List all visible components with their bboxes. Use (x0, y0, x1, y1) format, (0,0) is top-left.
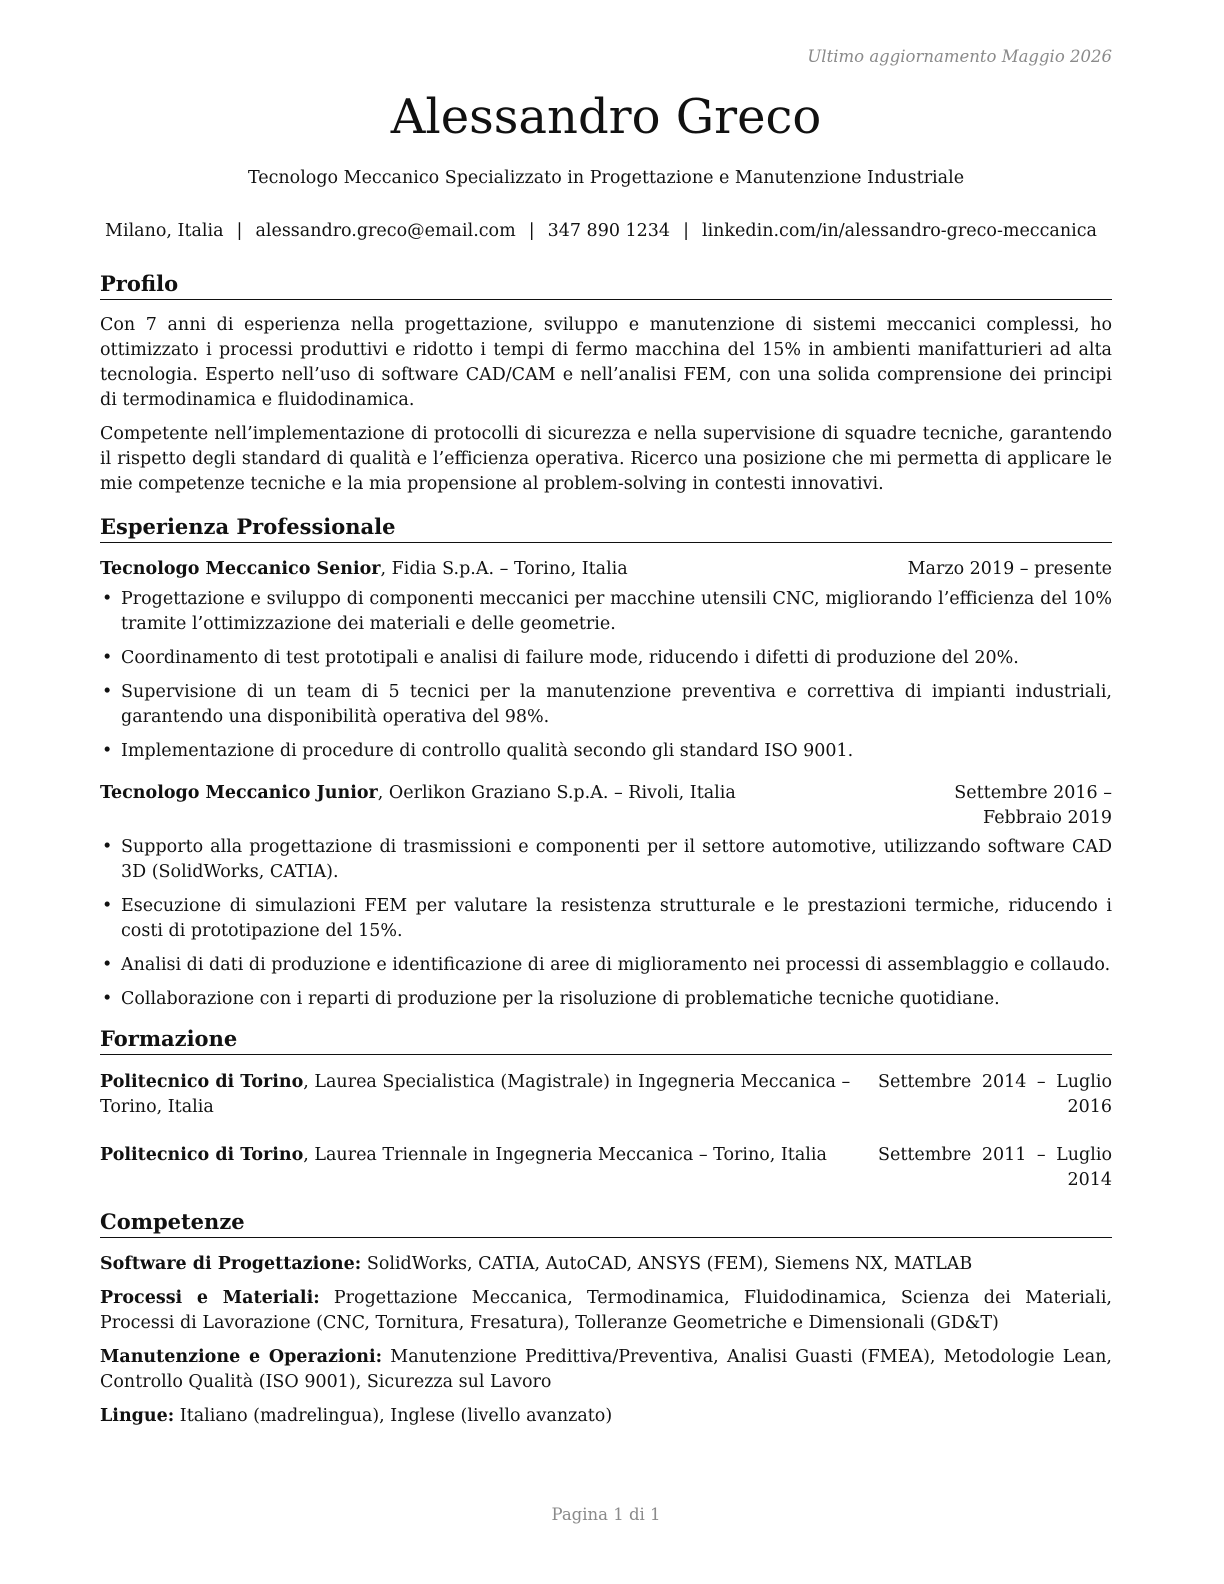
skill-label: Software di Progettazione: (100, 1254, 362, 1274)
education-title-line (100, 1143, 878, 1193)
education-degree: , Laurea Specialistica (Magistrale) in Ingegneria Meccanica – Torino, Italia (100, 1072, 851, 1117)
education-dates: Settembre 2014 – Luglio 2016 (878, 1072, 1112, 1117)
education-degree: , Laurea Triennale in Ingegneria Meccanica – Torino, Italia (303, 1145, 827, 1165)
profile-paragraph: Competente nell’implementazione di protocolli di sicurezza e nella supervisione di squadre tecniche, garantendo il rispetto degli standard di qualità e l’efficienza operativa. Ricerco una posizione che mi permetta di applicare le mie competenze tecniche e la mia propensione al problem-solving in contesti innovativi. (100, 424, 1112, 494)
contact-location: Milano, Italia (105, 221, 224, 241)
skill-value: Italiano (madrelingua), Inglese (livello avanzato) (174, 1406, 613, 1426)
skill-value: SolidWorks, CATIA, AutoCAD, ANSYS (FEM), Siemens NX, MATLAB (361, 1254, 973, 1274)
skill-line (100, 1252, 1112, 1277)
education-section (100, 1025, 1112, 1193)
profile-paragraph: Con 7 anni di esperienza nella progettazione, sviluppo e manutenzione di sistemi meccanici complessi, ho ottimizzato i processi produttivi e ridotto i tempi di fermo macchina del 15% in ambienti manifatturieri ad alta tecnologia. Esperto nell’uso di software CAD/CAM e nell’analisi FEM, con una solida comprensione dei principi di termodinamica e fluidodinamica. (100, 315, 1112, 410)
list-item: • Implementazione di procedure di controllo qualità secondo gli standard ISO 9001. (100, 739, 1112, 764)
skills-section (100, 1208, 1112, 1438)
contact-separator: | (683, 221, 689, 241)
skill-value: Manutenzione Predittiva/Preventiva, Analisi Guasti (FMEA), Metodologie Lean, Controllo Qualità (ISO 9001), Sicurezza sul Lavoro (100, 1347, 1112, 1392)
experience-section (100, 513, 1112, 1021)
job-header (100, 557, 1112, 582)
job-company: , Oerlikon Graziano S.p.A. – Rivoli, Italia (377, 783, 736, 803)
job-title-line (100, 557, 908, 582)
candidate-name: Alessandro Greco (390, 89, 822, 145)
contact-linkedin[interactable]: linkedin.com/in/alessandro-greco-meccanica (701, 221, 1097, 241)
section-title: Profilo (100, 270, 1112, 300)
job-role: Tecnologo Meccanico Junior (100, 783, 378, 803)
list-item: • Progettazione e sviluppo di componenti meccanici per macchine utensili CNC, migliorando l’efficienza del 10% tramite l’ottimizzazione dei materiali e delle geometrie. (100, 587, 1112, 637)
list-item: • Esecuzione di simulazioni FEM per valutare la resistenza strutturale e le prestazioni termiche, riducendo i costi di prototipazione del 15%. (100, 894, 1112, 944)
list-item: • Analisi di dati di produzione e identificazione di aree di miglioramento nei processi di assemblaggio e collaudo. (100, 953, 1112, 978)
list-item: • Collaborazione con i reparti di produzione per la risoluzione di problematiche tecniche quotidiane. (100, 987, 1112, 1012)
skill-value: Progettazione Meccanica, Termodinamica, Fluidodinamica, Scienza dei Materiali, Processi di Lavorazione (CNC, Tornitura, Fresatura), Tolleranze Geometriche e Dimensionali (GD&T) (100, 1288, 1112, 1333)
education-school: Politecnico di Torino (100, 1145, 304, 1165)
education-school: Politecnico di Torino (100, 1072, 304, 1092)
contact-line (90, 219, 1112, 244)
list-item: • Supporto alla progettazione di trasmissioni e componenti per il settore automotive, utilizzando software CAD 3D (SolidWorks, CATIA). (100, 835, 1112, 885)
section-title: Esperienza Professionale (100, 513, 1112, 543)
list-item: • Coordinamento di test prototipali e analisi di failure mode, riducendo i difetti di produzione del 20%. (100, 646, 1112, 671)
job-dates: Settembre 2016 – Febbraio 2019 (954, 783, 1112, 828)
profile-section (100, 270, 1112, 497)
education-entry (100, 1143, 1112, 1193)
contact-separator: | (528, 221, 535, 241)
skill-label: Lingue: (100, 1406, 175, 1426)
job-dates: Marzo 2019 – presente (907, 559, 1112, 579)
job-entry (100, 557, 1112, 764)
page-number: Pagina 1 di 1 (551, 1505, 661, 1524)
job-title-line (100, 781, 872, 831)
skill-line (100, 1345, 1112, 1395)
contact-phone: 347 890 1234 (547, 221, 671, 241)
contact-email[interactable]: alessandro.greco@email.com (255, 221, 516, 241)
section-title: Formazione (100, 1025, 1112, 1055)
job-bullets (100, 587, 1112, 764)
education-entry (100, 1070, 1112, 1120)
skill-line (100, 1286, 1112, 1336)
resume-page (100, 0, 1112, 1584)
last-updated: Ultimo aggiornamento Maggio 2026 (807, 47, 1112, 66)
skill-label: Processi e Materiali: (100, 1288, 320, 1308)
section-title: Competenze (100, 1208, 1112, 1238)
job-bullets (100, 835, 1112, 1012)
skill-line (100, 1404, 1112, 1429)
job-role: Tecnologo Meccanico Senior (100, 559, 381, 579)
contact-separator: | (236, 221, 243, 241)
job-header (100, 781, 1112, 831)
job-company: , Fidia S.p.A. – Torino, Italia (380, 559, 628, 579)
education-title-line (100, 1070, 878, 1120)
skill-label: Manutenzione e Operazioni: (100, 1347, 383, 1367)
education-dates: Settembre 2011 – Luglio 2014 (878, 1145, 1112, 1190)
job-entry (100, 781, 1112, 1012)
candidate-title: Tecnologo Meccanico Specializzato in Progettazione e Manutenzione Industriale (247, 168, 965, 188)
list-item: • Supervisione di un team di 5 tecnici per la manutenzione preventiva e correttiva di impianti industriali, garantendo una disponibilità operativa del 98%. (100, 680, 1112, 730)
